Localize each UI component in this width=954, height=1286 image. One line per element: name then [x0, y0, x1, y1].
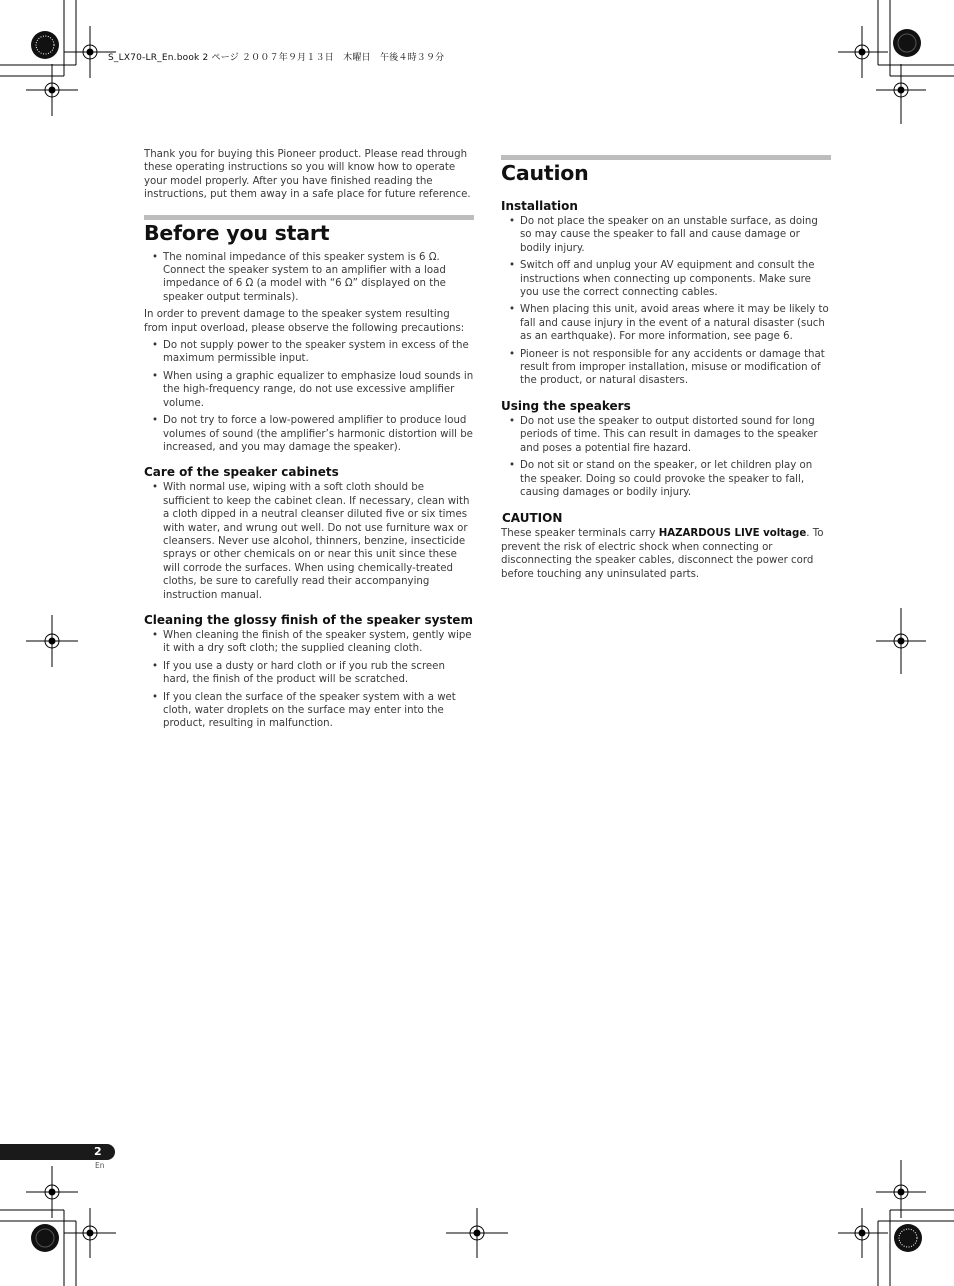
overload-paragraph: In order to prevent damage to the speaker system resulting from input overload, please observe the following precautions:	[144, 309, 465, 334]
section-rule	[501, 155, 831, 160]
precautions-list	[144, 339, 474, 454]
list-item: • Do not try to force a low-powered amplifier to produce loud volumes of sound (the amplifier’s harmonic distortion will be increased, and you may damage the speaker).	[144, 414, 474, 454]
impedance-list	[144, 251, 474, 305]
installation-heading: Installation	[501, 199, 578, 213]
language-code: En	[95, 1161, 105, 1170]
list-item: • Do not use the speaker to output distorted sound for long periods of time. This can result in damages to the speaker and poses a potential fire hazard.	[501, 415, 831, 455]
glossy-list	[144, 629, 474, 731]
installation-list	[501, 215, 831, 388]
list-item: • When placing this unit, avoid areas where it may be likely to fall and cause injury in the event of a natural disaster (such as an earthquake). For more information, see page 6.	[501, 303, 831, 343]
section-rule	[144, 215, 474, 220]
caution-notice-label: CAUTION	[502, 511, 563, 526]
page-number: 2	[94, 1145, 102, 1158]
list-item: • If you use a dusty or hard cloth or if you rub the screen hard, the finish of the product will be scratched.	[144, 660, 474, 687]
list-item: • When using a graphic equalizer to emphasize loud sounds in the high-frequency range, do not use excessive amplifier volume.	[144, 370, 474, 410]
using-speakers-list	[501, 415, 831, 499]
list-item: • Do not supply power to the speaker system in excess of the maximum permissible input.	[144, 339, 474, 366]
caution-title: Caution	[501, 161, 589, 185]
hazard-voltage-emphasis: HAZARDOUS LIVE voltage	[658, 528, 807, 540]
caution-text-start: These speaker terminals carry	[501, 528, 659, 540]
list-item: • When cleaning the finish of the speaker system, gently wipe it with a dry soft cloth; the supplied cleaning cloth.	[144, 629, 474, 656]
list-item: • Pioneer is not responsible for any accidents or damage that result from improper installation, misuse or modification of the product, or natural disasters.	[501, 348, 831, 388]
glossy-heading: Cleaning the glossy finish of the speaker system	[144, 612, 473, 627]
print-file-header: S_LX70-LR_En.book 2 ページ ２００７年９月１３日 木曜日 午後４時３９分	[108, 53, 445, 63]
right-column	[501, 155, 831, 581]
list-item: • Do not sit or stand on the speaker, or let children play on the speaker. Doing so could provoke the speaker to fall, causing damages or bodily injury.	[501, 459, 831, 499]
care-heading: Care of the speaker cabinets	[144, 465, 339, 480]
care-list	[144, 481, 474, 602]
list-item: • The nominal impedance of this speaker system is 6 Ω. Connect the speaker system to an amplifier with a load impedance of 6 Ω (a model with “6 Ω” displayed on the speaker output terminals).	[144, 251, 474, 305]
using-speakers-heading: Using the speakers	[501, 398, 631, 413]
caution-text-end: . To prevent the risk of electric shock when connecting or disconnecting the speaker cables, disconnect the power cord before touching any uninsulated parts.	[501, 528, 824, 580]
list-item: • With normal use, wiping with a soft cloth should be sufficient to keep the cabinet clean. If necessary, clean with a cloth dipped in a neutral cleanser diluted five or six times with water, and wrung out well. Do not use furniture wax or cleansers. Never use alcohol, thinners, benzine, insecticide sprays or other chemicals on or near this unit since these will corrode the surfaces. When using chemically-treated cloths, be sure to carefully read their accompanying instruction manual.	[144, 481, 474, 602]
before-you-start-title: Before you start	[144, 220, 330, 245]
list-item: • If you clean the surface of the speaker system with a wet cloth, water droplets on the surface may enter into the product, resulting in malfunction.	[144, 691, 474, 731]
list-item: • Do not place the speaker on an unstable surface, as doing so may cause the speaker to fall and cause damage or bodily injury.	[501, 215, 831, 255]
caution-notice-text	[501, 527, 831, 581]
list-item: • Switch off and unplug your AV equipment and consult the instructions when connecting up components. Make sure you use the correct connecting cables.	[501, 259, 831, 299]
intro-paragraph: Thank you for buying this Pioneer product. Please read through these operating instructions so you will know how to operate your model properly. After you have finished reading the instructions, put them away in a safe place for future reference.	[144, 149, 471, 201]
left-column	[144, 148, 474, 735]
